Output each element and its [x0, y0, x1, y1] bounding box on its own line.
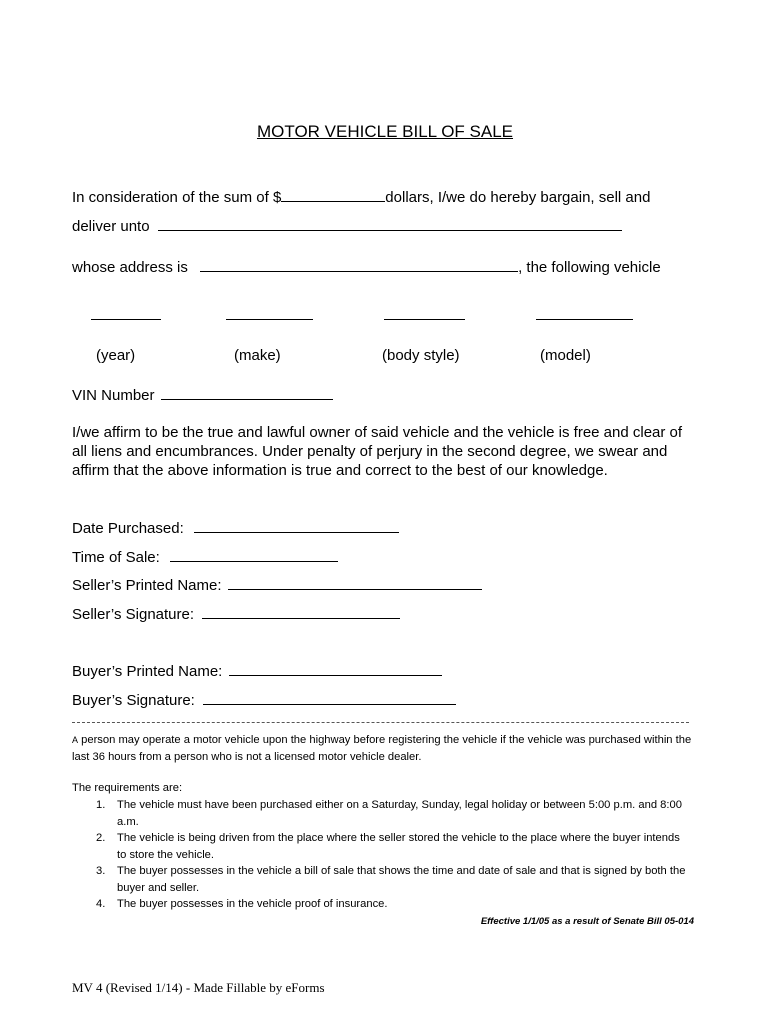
- consideration-line: [72, 187, 650, 206]
- vin-line: [72, 385, 333, 404]
- effective-note: Effective 1/1/05 as a result of Senate Bill 05-014: [480, 916, 694, 927]
- time-of-sale-label: Time of Sale:: [72, 549, 160, 566]
- model-caption: (model): [540, 347, 591, 364]
- list-item-number: 1.: [96, 799, 106, 811]
- deliver-unto-input[interactable]: [158, 216, 622, 231]
- date-purchased-input[interactable]: [194, 518, 399, 533]
- notice-intro-first: A: [72, 735, 79, 745]
- year-caption: (year): [96, 347, 136, 364]
- address-suffix: , the following vehicle: [518, 259, 661, 276]
- notice-intro: [72, 732, 692, 766]
- list-item-text: The vehicle is being driven from the place where the seller stored the vehicle to the place where the buyer intends to store the vehicle.: [117, 832, 680, 861]
- seller-printed-name-input[interactable]: [228, 575, 482, 590]
- buyer-printed-name-row: [72, 661, 442, 680]
- seller-signature-row: [72, 604, 400, 623]
- year-input[interactable]: [91, 318, 161, 320]
- list-item: [72, 797, 692, 830]
- consideration-suffix: dollars, I/we do hereby bargain, sell and: [385, 189, 651, 206]
- seller-signature-label: Seller’s Signature:: [72, 606, 195, 623]
- list-item-text: The buyer possesses in the vehicle proof of insurance.: [117, 898, 388, 910]
- requirements-label: The requirements are:: [72, 782, 183, 794]
- model-input[interactable]: [536, 318, 633, 320]
- vin-input[interactable]: [161, 385, 333, 400]
- body-style-input[interactable]: [384, 318, 465, 320]
- address-line: [72, 257, 661, 276]
- body-style-caption: (body style): [382, 347, 460, 364]
- list-item: [72, 896, 692, 913]
- time-of-sale-input[interactable]: [170, 547, 338, 562]
- deliver-label: deliver unto: [72, 218, 150, 235]
- page-title: MOTOR VEHICLE BILL OF SALE: [256, 122, 514, 141]
- list-item-number: 2.: [96, 832, 106, 844]
- dashed-divider: [72, 722, 689, 723]
- vin-label: VIN Number: [72, 387, 155, 404]
- list-item-text: The buyer possesses in the vehicle a bill of sale that shows the time and date of sale and that is signed by both the buyer and seller.: [117, 865, 686, 894]
- notice-intro-rest: person may operate a motor vehicle upon the highway before registering the vehicle if the vehicle was purchased within the last 36 hours from a person who is not a licensed motor vehicle dealer.: [72, 734, 692, 763]
- seller-printed-name-label: Seller’s Printed Name:: [72, 577, 222, 594]
- address-label: whose address is: [72, 259, 188, 276]
- time-of-sale-row: [72, 547, 338, 566]
- date-purchased-row: [72, 518, 399, 537]
- buyer-signature-row: [72, 690, 456, 709]
- list-item: [72, 863, 692, 896]
- list-item-number: 4.: [96, 898, 106, 910]
- list-item-number: 3.: [96, 865, 106, 877]
- list-item-text: The vehicle must have been purchased either on a Saturday, Sunday, legal holiday or between 5:00 p.m. and 8:00 a.m.: [117, 799, 682, 828]
- deliver-line: [72, 216, 622, 235]
- buyer-printed-name-label: Buyer’s Printed Name:: [72, 663, 223, 680]
- date-purchased-label: Date Purchased:: [72, 520, 184, 537]
- buyer-signature-label: Buyer’s Signature:: [72, 692, 195, 709]
- consideration-prefix: In consideration of the sum of $: [72, 189, 282, 206]
- affirmation-paragraph: I/we affirm to be the true and lawful owner of said vehicle and the vehicle is free and clear of all liens and encumbrances. Under penalty of perjury in the second degree, we swear and affirm that the above information is true and correct to the best of our knowledge.: [72, 424, 683, 479]
- footer-text: MV 4 (Revised 1/14) - Made Fillable by eForms: [72, 980, 325, 995]
- list-item: [72, 830, 692, 863]
- sum-dollars-input[interactable]: [281, 187, 385, 202]
- address-input[interactable]: [200, 257, 518, 272]
- requirements-list: [72, 797, 692, 913]
- seller-signature-input[interactable]: [202, 604, 400, 619]
- buyer-printed-name-input[interactable]: [229, 661, 442, 676]
- make-caption: (make): [234, 347, 281, 364]
- buyer-signature-input[interactable]: [203, 690, 456, 705]
- make-input[interactable]: [226, 318, 313, 320]
- seller-printed-name-row: [72, 575, 482, 594]
